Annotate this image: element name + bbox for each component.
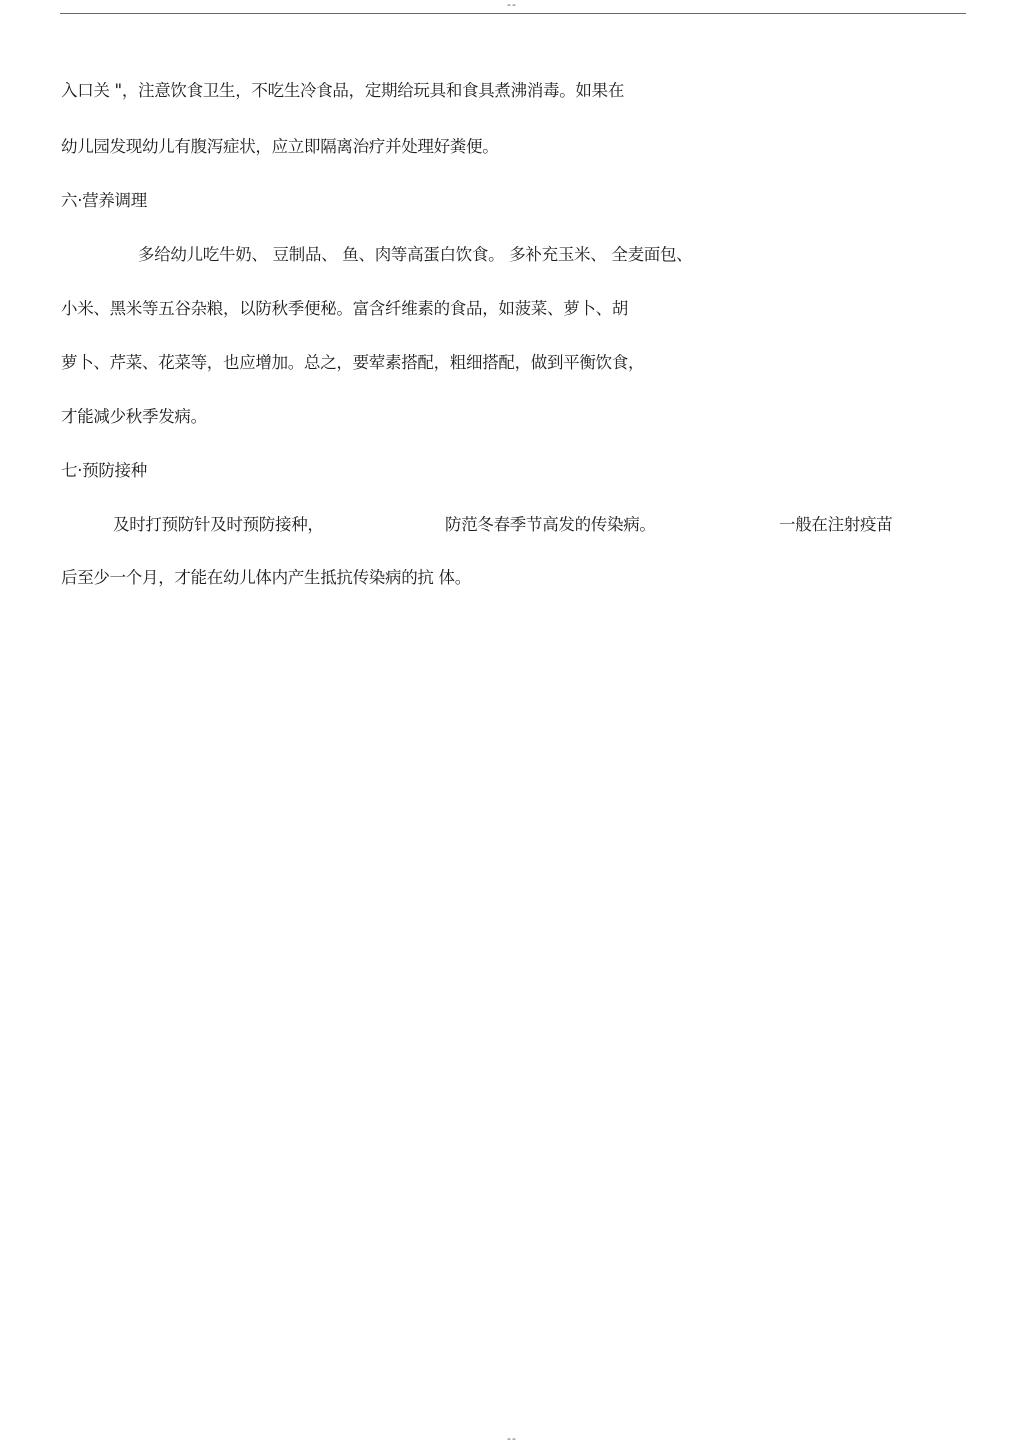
section-heading-vaccination: 七·预防接种 xyxy=(61,461,147,480)
paragraph-line: 多给幼儿吃牛奶、 豆制品、 鱼、肉等高蛋白饮食。 多补充玉米、 全麦面包、 xyxy=(138,245,693,264)
header-rule xyxy=(60,13,966,14)
paragraph-segment: 及时打预防针及时预防接种， xyxy=(113,515,324,534)
paragraph-line: 萝卜、芹菜、花菜等，也应增加。总之，要荤素搭配，粗细搭配，做到平衡饮食， xyxy=(61,353,645,372)
page-header-mark: -- xyxy=(507,0,517,11)
paragraph-line: 才能减少秋季发病。 xyxy=(61,407,207,426)
section-heading-nutrition: 六·营养调理 xyxy=(61,191,147,210)
paragraph-segment: 一般在注射疫苗 xyxy=(779,515,893,534)
paragraph-segment: 防范冬春季节高发的传染病。 xyxy=(445,515,656,534)
page-footer-mark: -- xyxy=(507,1432,517,1445)
paragraph-line: 后至少一个月，才能在幼儿体内产生抵抗传染病的抗 体。 xyxy=(61,568,471,587)
paragraph-line: 小米、黑米等五谷杂粮，以防秋季便秘。富含纤维素的食品，如菠菜、萝卜、胡 xyxy=(61,299,629,318)
paragraph-line: 幼儿园发现幼儿有腹泻症状，应立即隔离治疗并处理好粪便。 xyxy=(61,137,499,156)
paragraph-line: 入口关 "，注意饮食卫生，不吃生冷食品，定期给玩具和食具煮沸消毒。如果在 xyxy=(61,81,625,100)
